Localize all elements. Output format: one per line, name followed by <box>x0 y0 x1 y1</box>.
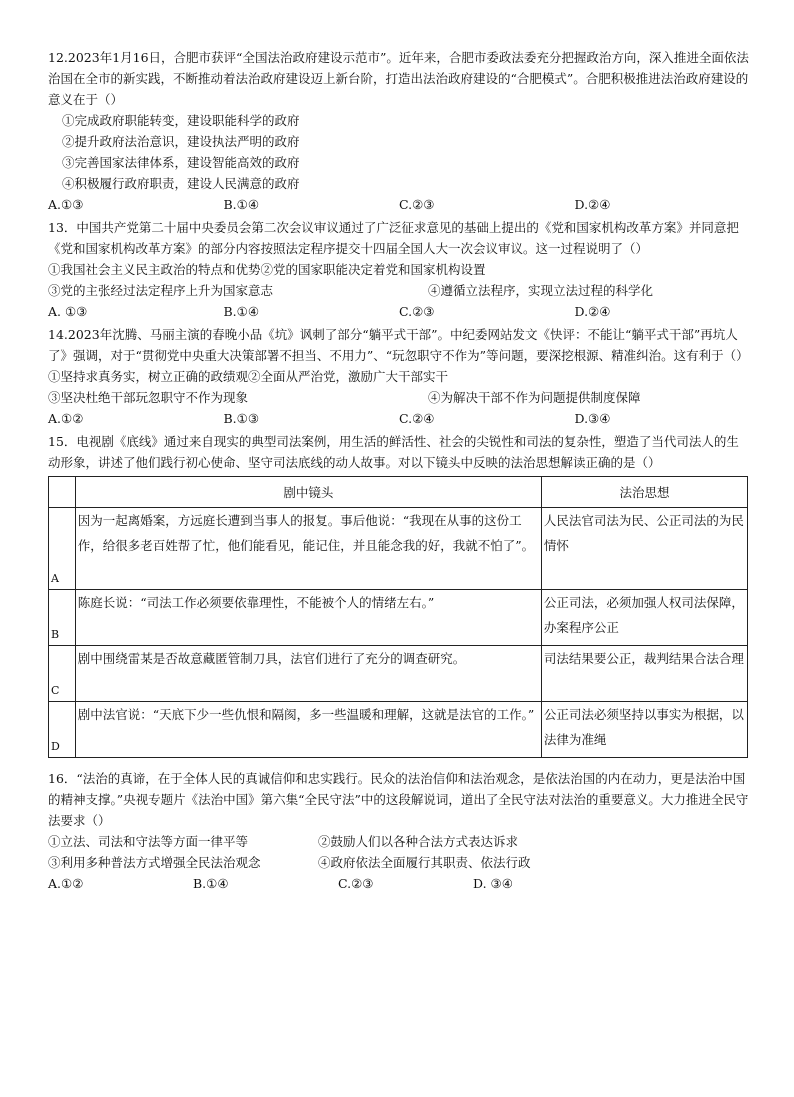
choice-a[interactable]: A.①② <box>48 411 84 426</box>
row-label: C <box>49 646 76 702</box>
exam-page <box>48 47 750 894</box>
choice-a[interactable]: A. ①③ <box>48 304 88 319</box>
table-row[interactable] <box>49 702 748 758</box>
row-label: D <box>49 702 76 758</box>
question-16-option-1: ①立法、司法和守法等方面一律平等 <box>48 834 249 849</box>
question-13-option-4: ④遵循立法程序，实现立法过程的科学化 <box>428 283 654 298</box>
row-idea: 公正司法必须坚持以事实为根据，以法律为准绳 <box>541 702 747 758</box>
question-16-options-line-1 <box>48 831 750 852</box>
choice-b[interactable]: B.①④ <box>193 876 229 891</box>
table-row[interactable] <box>49 508 748 590</box>
choice-b[interactable]: B.①④ <box>223 304 260 319</box>
choice-d[interactable]: D. ③④ <box>473 876 513 891</box>
choice-d[interactable]: D.②④ <box>574 197 611 212</box>
row-idea: 公正司法，必须加强人权司法保障，办案程序公正 <box>541 590 747 646</box>
question-16 <box>48 768 750 894</box>
question-16-stem: 16．“法治的真谛，在于全体人民的真诚信仰和忠实践行。民众的法治信仰和法治观念，是依法治国的内在动力，更是法治中国的精神支撑。”央视专题片《法治中国》第六集“全民守法”中的这段解说词，道出了全民守法对法治的重要意义。大力推进全民守法要求（） <box>48 771 749 828</box>
choice-c[interactable]: C.②③ <box>399 304 435 319</box>
choice-d[interactable]: D.③④ <box>574 411 611 426</box>
table-header-row <box>49 477 748 508</box>
question-14 <box>48 324 750 429</box>
question-12-option-1: ①完成政府职能转变，建设职能科学的政府 <box>62 113 300 128</box>
table-header-empty <box>49 477 76 508</box>
row-label: B <box>49 590 76 646</box>
row-scene: 剧中围绕雷某是否故意藏匿管制刀具，法官们进行了充分的调查研究。 <box>75 646 541 702</box>
question-12-option-3: ③完善国家法律体系，建设智能高效的政府 <box>62 155 300 170</box>
choice-c[interactable]: C.②④ <box>399 411 435 426</box>
table-header-idea: 法治思想 <box>541 477 747 508</box>
choice-d[interactable]: D.②④ <box>574 304 611 319</box>
question-14-choices <box>48 408 750 429</box>
choice-b[interactable]: B.①③ <box>223 411 260 426</box>
row-idea: 司法结果要公正，裁判结果合法合理 <box>541 646 747 702</box>
question-16-option-2: ②鼓励人们以各种合法方式表达诉求 <box>318 834 519 849</box>
choice-a[interactable]: A.①③ <box>48 197 84 212</box>
question-16-option-3: ③利用多种普法方式增强全民法治观念 <box>48 855 261 870</box>
table-row[interactable] <box>49 646 748 702</box>
row-label: A <box>49 508 76 590</box>
question-14-option-3: ③坚决杜绝干部玩忽职守不作为现象 <box>48 390 249 405</box>
row-idea: 人民法官司法为民、公正司法的为民情怀 <box>541 508 747 590</box>
row-scene: 因为一起离婚案，方远庭长遭到当事人的报复。事后他说：“我现在从事的这份工作，给很多老百姓帮了忙，他们能看见，能记住，并且能念我的好，我就不怕了”。 <box>75 508 541 590</box>
question-15-stem: 15．电视剧《底线》通过来自现实的典型司法案例，用生活的鲜活性、社会的尖锐性和司法的复杂性，塑造了当代司法人的生动形象，讲述了他们践行初心使命、坚守司法底线的动人故事。对以下镜头中反映的法治思想解读正确的是（） <box>48 434 739 470</box>
question-13-options-line-1: ①我国社会主义民主政治的特点和优势②党的国家职能决定着党和国家机构设置 <box>48 262 486 277</box>
choice-c[interactable]: C.②③ <box>338 876 374 891</box>
question-16-choices <box>48 873 750 894</box>
question-16-options-line-2 <box>48 852 750 873</box>
question-16-option-4: ④政府依法全面履行其职责、依法行政 <box>318 855 531 870</box>
question-13 <box>48 217 750 322</box>
question-14-stem: 14.2023年沈腾、马丽主演的春晚小品《坑》讽刺了部分“躺平式干部”。中纪委网站发文《快评：不能让“躺平式干部”再坑人了》强调，对于“贯彻党中央重大决策部署不担当、不用力”、“玩忽职守不作为”等问题，要深挖根源、精准纠治。这有利于（） <box>48 327 749 363</box>
question-12-option-4: ④积极履行政府职责，建设人民满意的政府 <box>62 176 300 191</box>
row-scene: 剧中法官说：“天底下少一些仇恨和隔阂，多一些温暖和理解，这就是法官的工作。” <box>75 702 541 758</box>
question-13-option-3: ③党的主张经过法定程序上升为国家意志 <box>48 283 274 298</box>
table-row[interactable] <box>49 590 748 646</box>
question-12-option-2: ②提升政府法治意识，建设执法严明的政府 <box>62 134 300 149</box>
question-12-stem: 12.2023年1月16日，合肥市获评“全国法治政府建设示范市”。近年来，合肥市委政法委充分把握政治方向，深入推进全面依法治国在全市的新实践，不断推动着法治政府建设迈上新台阶，打造出法治政府建设的“合肥模式”。合肥积极推进法治政府建设的意义在于（） <box>48 50 749 107</box>
choice-a[interactable]: A.①② <box>48 876 84 891</box>
question-15-table <box>48 476 748 758</box>
question-13-options-line-2 <box>48 280 750 301</box>
question-14-options-line-2 <box>48 387 750 408</box>
question-13-stem: 13．中国共产党第二十届中央委员会第二次会议审议通过了广泛征求意见的基础上提出的《党和国家机构改革方案》并同意把《党和国家机构改革方案》的部分内容按照法定程序提交十四届全国人大一次会议审议。这一过程说明了（） <box>48 220 739 256</box>
table-header-scene: 剧中镜头 <box>75 477 541 508</box>
question-13-choices <box>48 301 750 322</box>
row-scene: 陈庭长说：“司法工作必须要依靠理性，不能被个人的情绪左右。” <box>75 590 541 646</box>
question-12-choices <box>48 194 750 215</box>
question-15 <box>48 431 750 758</box>
question-14-options-line-1: ①坚持求真务实，树立正确的政绩观②全面从严治党，激励广大干部实干 <box>48 369 449 384</box>
question-12 <box>48 47 750 215</box>
choice-c[interactable]: C.②③ <box>399 197 435 212</box>
choice-b[interactable]: B.①④ <box>223 197 260 212</box>
question-14-option-4: ④为解决干部不作为问题提供制度保障 <box>428 390 641 405</box>
